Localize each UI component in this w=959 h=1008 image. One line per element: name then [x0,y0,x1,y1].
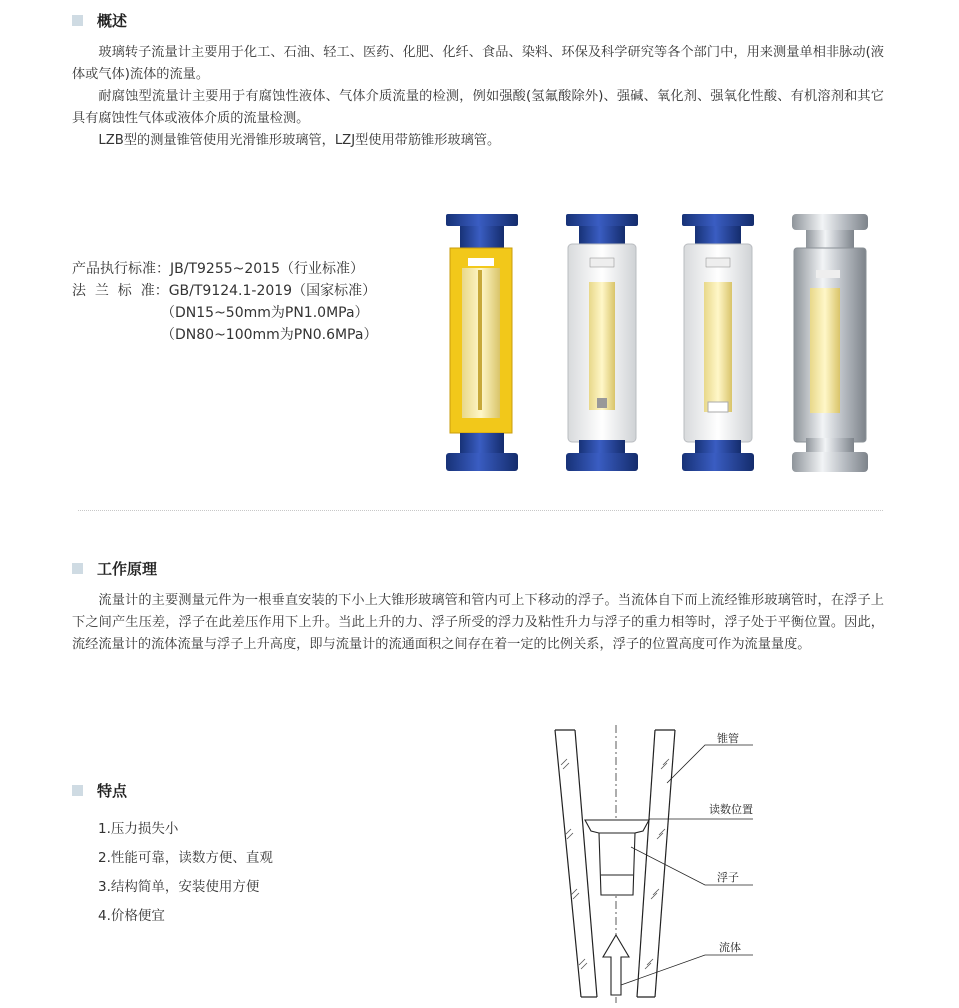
tube-wall-left-outer [555,730,581,997]
section-divider [78,510,883,511]
product-photos [440,208,875,476]
feature-item: 3.结构简单，安装使用方便 [98,879,260,895]
tube-wall-right-outer [655,730,675,997]
principle-title: 工作原理 [97,560,158,578]
standards-block [72,258,377,346]
principle-text [72,590,884,656]
feature-item: 1.压力损失小 [98,821,179,837]
overview-title: 概述 [97,12,128,30]
overview-paragraph-3: LZB型的测量锥管使用光滑锥形玻璃管，LZJ型使用带筋锥形玻璃管。 [98,133,501,148]
standard-line-1: 产品执行标准：JB/T9255~2015（行业标准） [72,261,364,277]
float-icon [585,820,649,895]
features-list [98,818,273,934]
overview-heading [72,10,127,31]
flowmeter-white-2 [682,214,754,471]
feature-item: 4.价格便宜 [98,908,165,924]
section-marker [72,563,83,574]
principle-diagram [545,725,805,1005]
standard-line-3: （DN15~50mm为PN1.0MPa） [72,305,369,321]
flowmeter-stainless [792,214,868,472]
flowmeter-white-1 [566,214,638,471]
tube-wall-right-inner [637,730,655,997]
section-marker [72,785,83,796]
standard-line-4: （DN80~100mm为PN0.6MPa） [72,327,378,343]
tube-wall-left-inner [575,730,597,997]
section-marker [72,15,83,26]
leader-fluid [621,955,753,985]
flowmeter-yellow [446,214,518,471]
label-reading: 读数位置 [709,803,753,816]
flow-arrow-icon [603,935,629,995]
label-float: 浮子 [717,871,739,884]
label-tube: 锥管 [717,732,739,745]
feature-item: 2.性能可靠，读数方便、直观 [98,850,273,866]
overview-text [72,42,884,152]
standard-line-2: 法 兰 标 准：GB/T9124.1-2019（国家标准） [72,283,377,299]
overview-paragraph-2: 耐腐蚀型流量计主要用于有腐蚀性液体、气体介质流量的检测，例如强酸(氢氟酸除外)、强碱、氧化剂、强氧化性酸、有机溶剂和其它具有腐蚀性气体或液体介质的流量检测。 [72,89,884,126]
overview-paragraph-1: 玻璃转子流量计主要用于化工、石油、轻工、医药、化肥、化纤、食品、染料、环保及科学研究等各个部门中，用来测量单相非脉动(液体或气体)流体的流量。 [72,45,884,82]
label-fluid: 流体 [719,941,741,954]
principle-heading [72,558,157,579]
leader-tube [667,745,753,783]
features-title: 特点 [97,782,128,800]
features-heading [72,780,127,801]
principle-paragraph: 流量计的主要测量元件为一根垂直安装的下小上大锥形玻璃管和管内可上下移动的浮子。当流体自下而上流经锥形玻璃管时，在浮子上下之间产生压差，浮子在此差压作用下上升。当此上升的力、浮子所受的浮力及粘性升力与浮子的重力相等时，浮子处于平衡位置。因此，流经流量计的流体流量与浮子上升高度，即与流量计的流通面积之间存在着一定的比例关系，浮子的位置高度可作为流量量度。 [72,593,884,652]
